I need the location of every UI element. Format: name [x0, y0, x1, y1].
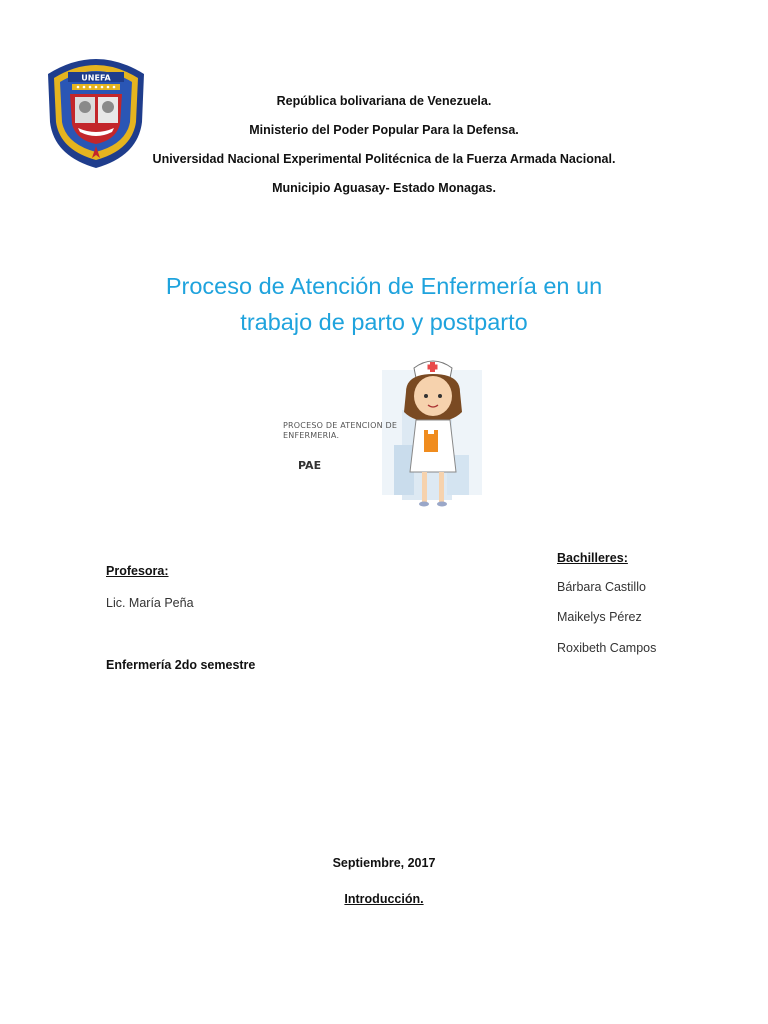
logo-text: UNEFA: [81, 73, 111, 83]
document-title: [60, 268, 708, 340]
illustration-pae: PAE: [298, 459, 322, 472]
introduction-heading: Introducción.: [344, 892, 424, 906]
header-municipality: Municipio Aguasay- Estado Monagas.: [272, 181, 496, 195]
bachilleres-label: Bachilleres:: [557, 551, 628, 565]
student-name: Roxibeth Campos: [557, 641, 657, 655]
semestre-text: Enfermería 2do semestre: [106, 658, 256, 672]
title-line-2: trabajo de parto y postparto: [240, 309, 528, 335]
profesora-label: Profesora:: [106, 564, 169, 578]
header-university: Universidad Nacional Experimental Politécnica de la Fuerza Armada Nacional.: [152, 152, 616, 166]
student-name: Maikelys Pérez: [557, 610, 642, 624]
document-date: Septiembre, 2017: [332, 856, 436, 870]
illustration-caption: [283, 421, 433, 441]
header-republic: República bolivariana de Venezuela.: [276, 94, 492, 108]
header-ministry: Ministerio del Poder Popular Para la Defensa.: [249, 123, 519, 137]
student-name: Bárbara Castillo: [557, 580, 646, 594]
profesora-name: Lic. María Peña: [106, 596, 194, 610]
illustration-caption-line-1: PROCESO DE ATENCION DE: [283, 421, 398, 430]
title-line-1: Proceso de Atención de Enfermería en un: [165, 273, 603, 299]
illustration-caption-line-2: ENFERMERIA.: [283, 431, 340, 440]
